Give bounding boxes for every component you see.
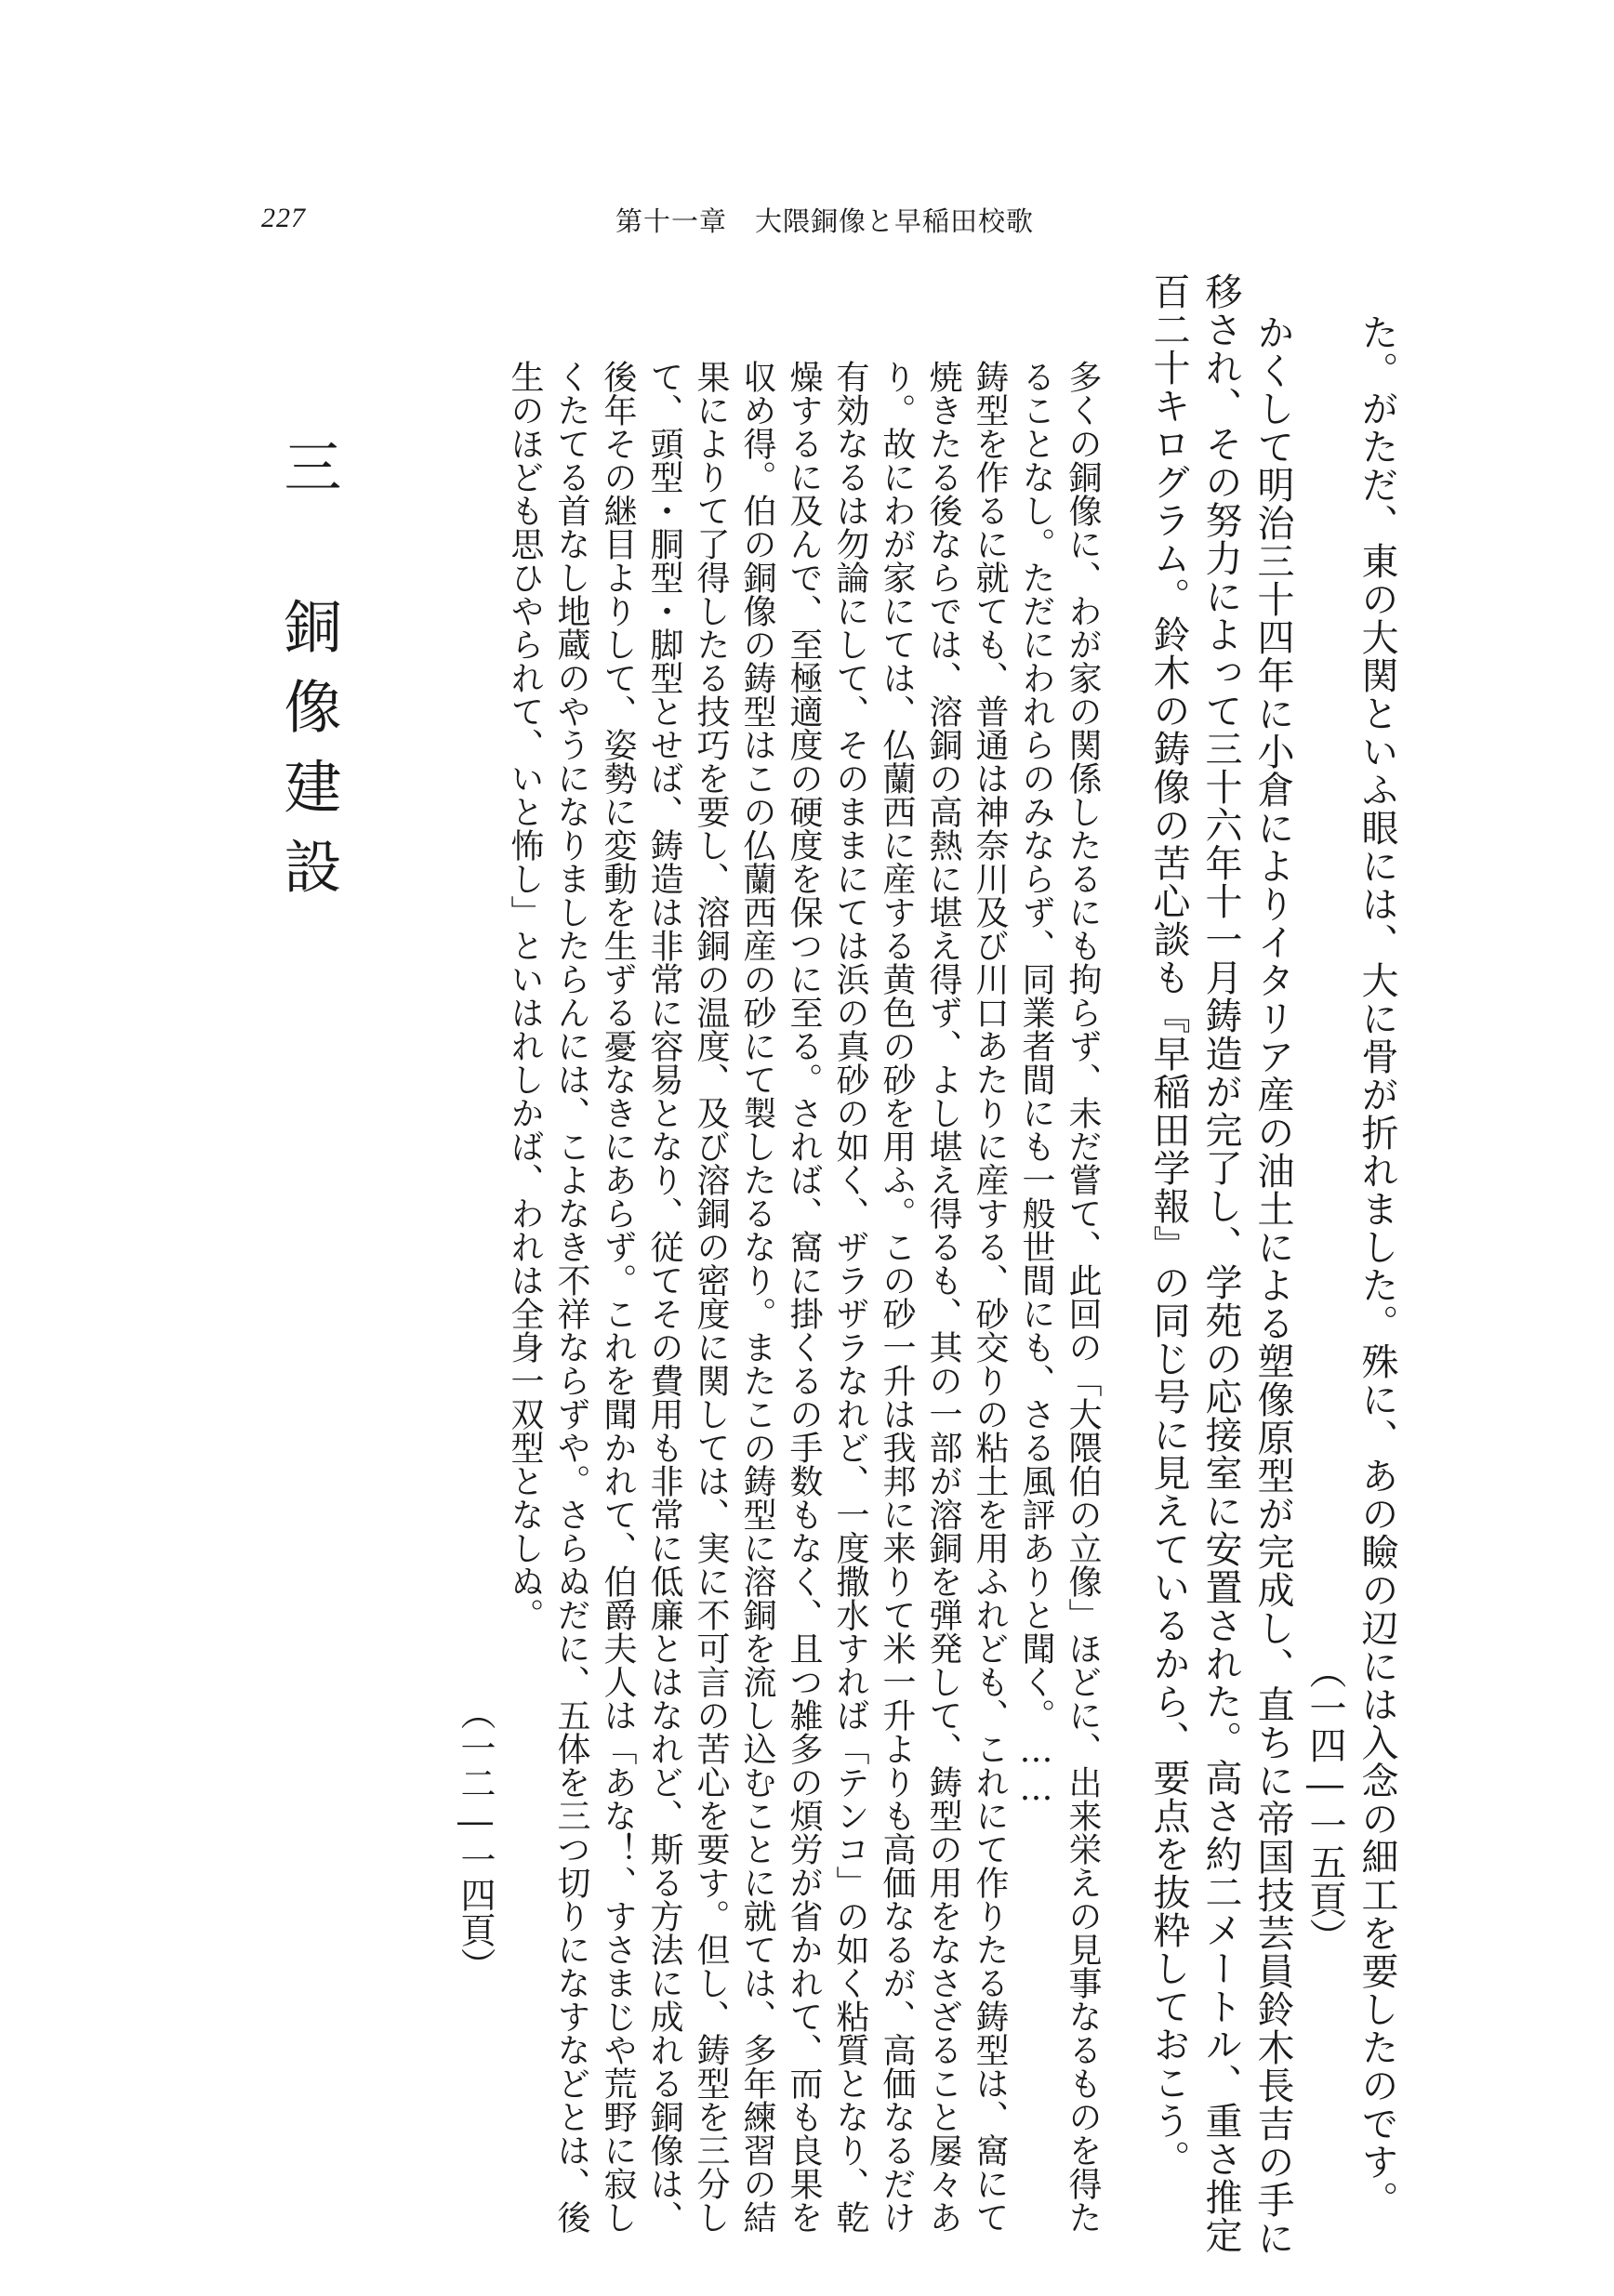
- quote-column: 果によりて了得したる技巧を要し、溶銅の温度、及び溶銅の密度に関しては、実に不可言の苦心を要す。但し、鋳型を三分し: [692, 360, 730, 2234]
- quote-column: 焼きたる後ならでは、溶銅の高熱に堪え得ず、よし堪え得るも、其の一部が溶銅を弾発して、鋳型の用をなさざること屡々あ: [924, 360, 962, 2234]
- section-heading: 三 銅像建設: [274, 437, 342, 917]
- page-number: 227: [261, 203, 306, 233]
- quote-column: 燥するに及んで、至極適度の硬度を保つに至る。されば、窩に掛くるの手数もなく、且つ雑多の煩労が省かれて、而も良果を: [785, 360, 823, 2234]
- citation: （一二―一四頁）: [455, 1695, 496, 1983]
- quote-column: 有効なるは勿論にして、そのままにては浜の真砂の如く、ザラザラなれど、一度撒水すれば「テンコ」の如く粘質となり、乾: [831, 360, 869, 2234]
- citation: （一四―一五頁）: [1303, 1652, 1346, 1955]
- quote-column: ることなし。ただにわれらのみならず、同業者間にも一般世間にも、さる風評ありと聞く。……: [1017, 360, 1055, 1808]
- quote-column: 後年その継目よりして、姿勢に変動を生ずる憂なきにあらず。これを聞かれて、伯爵夫人は「あな！、すさまじや荒野に寂し: [599, 360, 637, 2234]
- quote-column: て、頭型・胴型・脚型とせば、鋳造は非常に容易となり、従てその費用も非常に低廉とはなれど、斯る方法に成れる銅像は、: [645, 360, 683, 2234]
- text-column: た。がただ、東の大関といふ眼には、大に骨が折れました。殊に、あの瞼の辺には入念の細工を要したのです。: [1356, 313, 1398, 2219]
- quote-column: 鋳型を作るに就ても、普通は神奈川及び川口あたりに産する、砂交りの粘土を用ふれども、これにて作りたる鋳型は、窩にて: [971, 360, 1009, 2234]
- quote-column: 収め得。伯の銅像の鋳型はこの仏蘭西産の砂にて製したるなり。またこの鋳型に溶銅を流し込むことに就ては、多年練習の結: [738, 360, 776, 2234]
- text-column: 百二十キログラム。鈴木の鋳像の苦心談も『早稲田学報』の同じ号に見えているから、要点を抜粋しておこう。: [1147, 272, 1190, 2178]
- quote-column: くたてる首なし地蔵のやうになりましたらんには、こよなき不祥ならずや。さらぬだに、五体を三つ切りになすなどとは、後: [552, 360, 590, 2234]
- text-column: かくして明治三十四年に小倉によりイタリア産の油土による塑像原型が完成し、直ちに帝国技芸員鈴木長吉の手に: [1251, 313, 1294, 2257]
- text-column: 移され、その努力によって三十六年十一月鋳造が完了し、学苑の応接室に安置された。高さ約二メートル、重さ推定: [1199, 272, 1242, 2254]
- quote-column: り。故にわが家にては、仏蘭西に産する黄色の砂を用ふ。この砂一升は我邦に来りて米一升よりも高価なるが、高価なるだけ: [878, 360, 916, 2234]
- quote-column: 多くの銅像に、わが家の関係したるにも拘らず、未だ嘗て、此回の「大隈伯の立像」ほどに、出来栄えの見事なるものを得た: [1064, 360, 1102, 2234]
- running-header: 第十一章 大隈銅像と早稲田校歌: [615, 205, 1035, 237]
- quote-column: 生のほども思ひやられて、いと怖し」といはれしかば、われは全身一双型となしぬ。: [506, 360, 544, 1631]
